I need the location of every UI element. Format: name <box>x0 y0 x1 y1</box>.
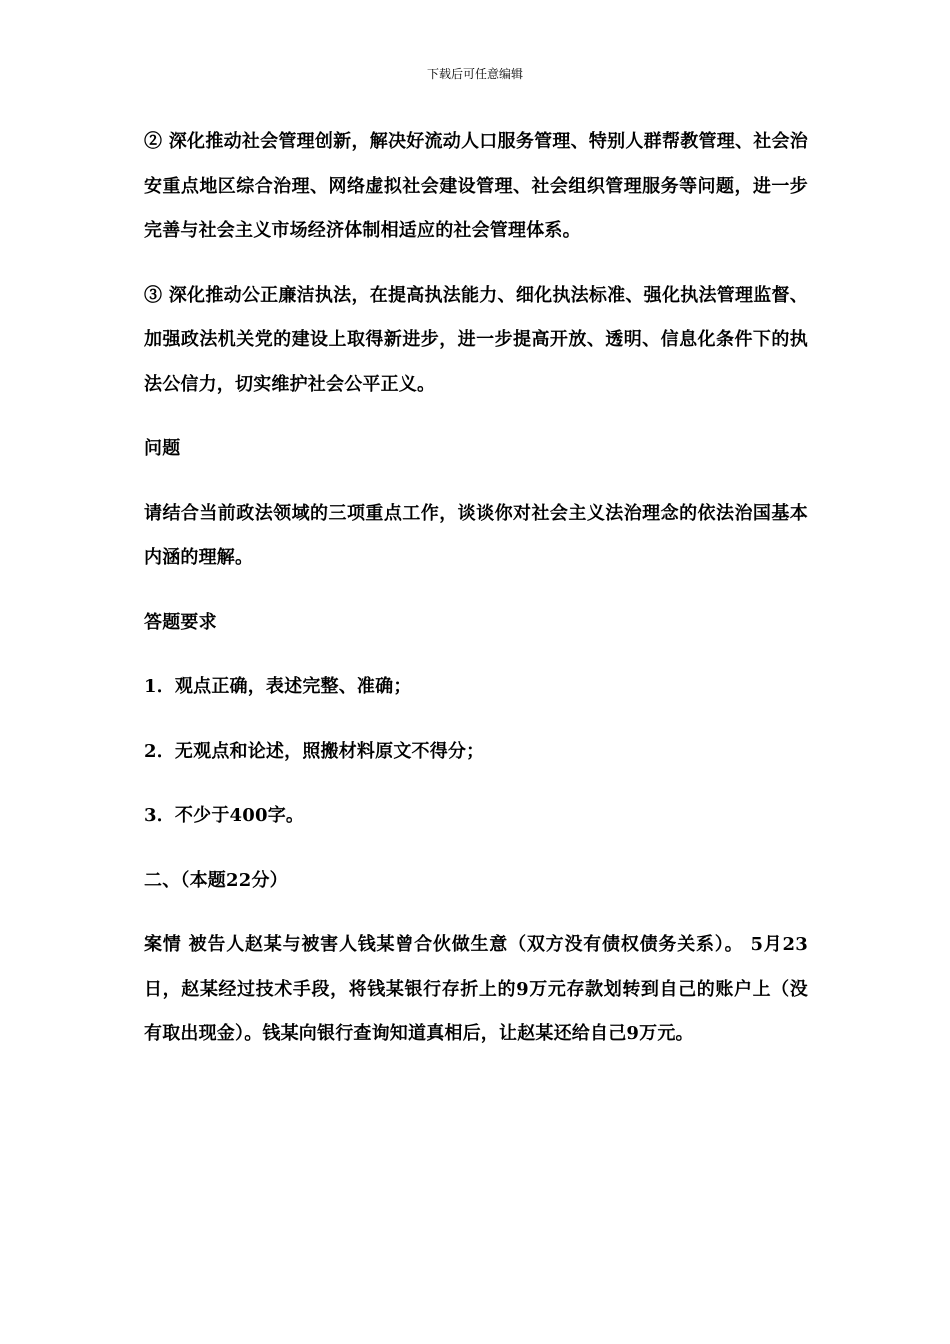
requirement-3: 3．不少于400字。 <box>144 805 305 826</box>
document-body <box>144 120 808 1077</box>
page-header: 下载后可任意编辑 <box>426 67 523 81</box>
requirement-2: 2．无观点和论述，照搬材料原文不得分； <box>144 740 485 762</box>
paragraph-item-3: ③ 深化推动公正廉洁执法，在提高执法能力、细化执法标准、强化执法管理监督、加强政法机关党的建设上取得新进步，进一步提高开放、透明、信息化条件下的执法公信力，切实维护社会公平正义。 <box>144 284 808 395</box>
requirement-1: 1．观点正确，表述完整、准确； <box>144 676 412 697</box>
question-text: 请结合当前政法领域的三项重点工作，谈谈你对社会主义法治理念的依法治国基本内涵的理解。 <box>144 502 808 568</box>
paragraph-item-2: ② 深化推动社会管理创新，解决好流动人口服务管理、特别人群帮教管理、社会治安重点地区综合治理、网络虚拟社会建设管理、社会组织管理服务等问题，进一步完善与社会主义市场经济体制相适应的社会管理体系。 <box>144 131 808 241</box>
section-heading: 二、（本题22分） <box>144 869 288 891</box>
requirements-heading: 答题要求 <box>144 611 217 633</box>
case-text: 案情 被告人赵某与被害人钱某曾合伙做生意（双方没有债权债务关系）。 5月23日，赵某经过技术手段，将钱某银行存折上的9万元存款划转到自己的账户上（没有取出现金）。钱某向银行查询知道真相后，让赵某还给自己9万元。 <box>144 934 808 1044</box>
question-heading: 问题 <box>144 438 181 459</box>
